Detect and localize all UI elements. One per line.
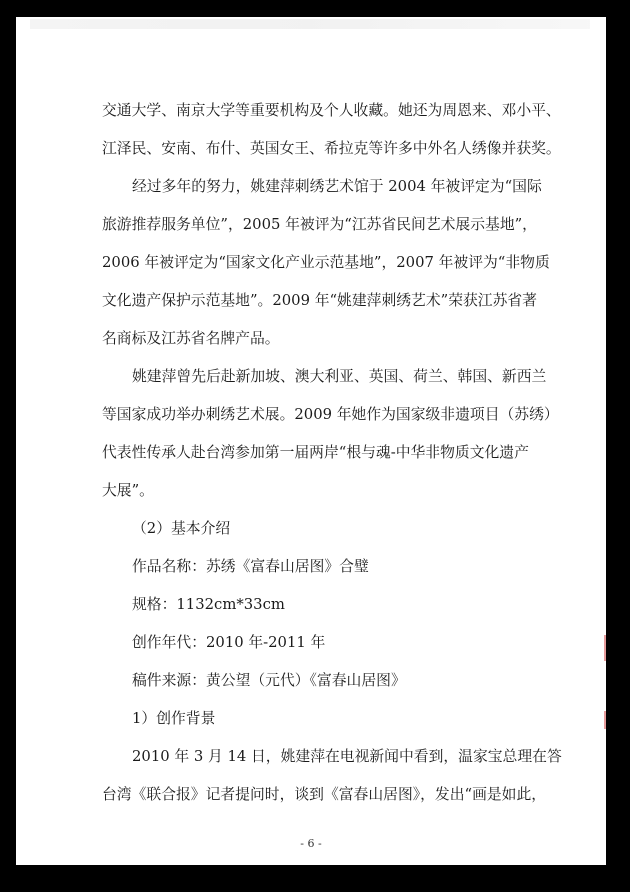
body-text-line: 等国家成功举办刺绣艺术展。2009 年她作为国家级非遗项目（苏绣）: [102, 406, 559, 423]
paragraph-start: 经过多年的努力，姚建萍刺绣艺术馆于 2004 年被评定为“国际: [132, 178, 542, 195]
body-text-line: 文化遗产保护示范基地”。2009 年“姚建萍刺绣艺术”荣获江苏省著: [102, 292, 537, 309]
scan-artifact: [30, 19, 590, 29]
body-text-line: 大展”。: [102, 482, 154, 499]
body-text-line: 2006 年被评定为“国家文化产业示范基地”，2007 年被评为“非物质: [102, 254, 550, 271]
paragraph-start: 2010 年 3 月 14 日，姚建萍在电视新闻中看到，温家宝总理在答: [132, 748, 562, 765]
page-number: - 6 -: [300, 837, 322, 850]
body-text-line: 代表性传承人赴台湾参加第一届两岸“根与魂-中华非物质文化遗产: [102, 444, 529, 461]
body-text-line: 交通大学、南京大学等重要机构及个人收藏。她还为周恩来、邓小平、: [102, 102, 561, 119]
red-margin-mark: [604, 635, 606, 661]
work-date: 创作年代：2010 年-2011 年: [132, 634, 326, 651]
body-text-line: 江泽民、安南、布什、英国女王、希拉克等许多中外名人绣像并获奖。: [102, 140, 561, 157]
body-text-line: 旅游推荐服务单位”，2005 年被评为“江苏省民间艺术展示基地”，: [102, 216, 537, 233]
body-text-line: 台湾《联合报》记者提问时，谈到《富春山居图》，发出“画是如此，: [102, 786, 547, 803]
section-heading: （2）基本介绍: [132, 520, 231, 537]
work-name: 作品名称：苏绣《富春山居图》合璧: [132, 558, 369, 575]
subsection-heading: 1）创作背景: [132, 710, 216, 727]
work-size: 规格：1132cm*33cm: [132, 596, 285, 613]
paragraph-start: 姚建萍曾先后赴新加坡、澳大利亚、英国、荷兰、韩国、新西兰: [132, 368, 547, 385]
body-text-line: 名商标及江苏省名牌产品。: [102, 330, 280, 347]
work-source: 稿件来源：黄公望（元代）《富春山居图》: [132, 672, 406, 689]
red-margin-mark: [604, 711, 606, 729]
document-page: [16, 17, 606, 865]
